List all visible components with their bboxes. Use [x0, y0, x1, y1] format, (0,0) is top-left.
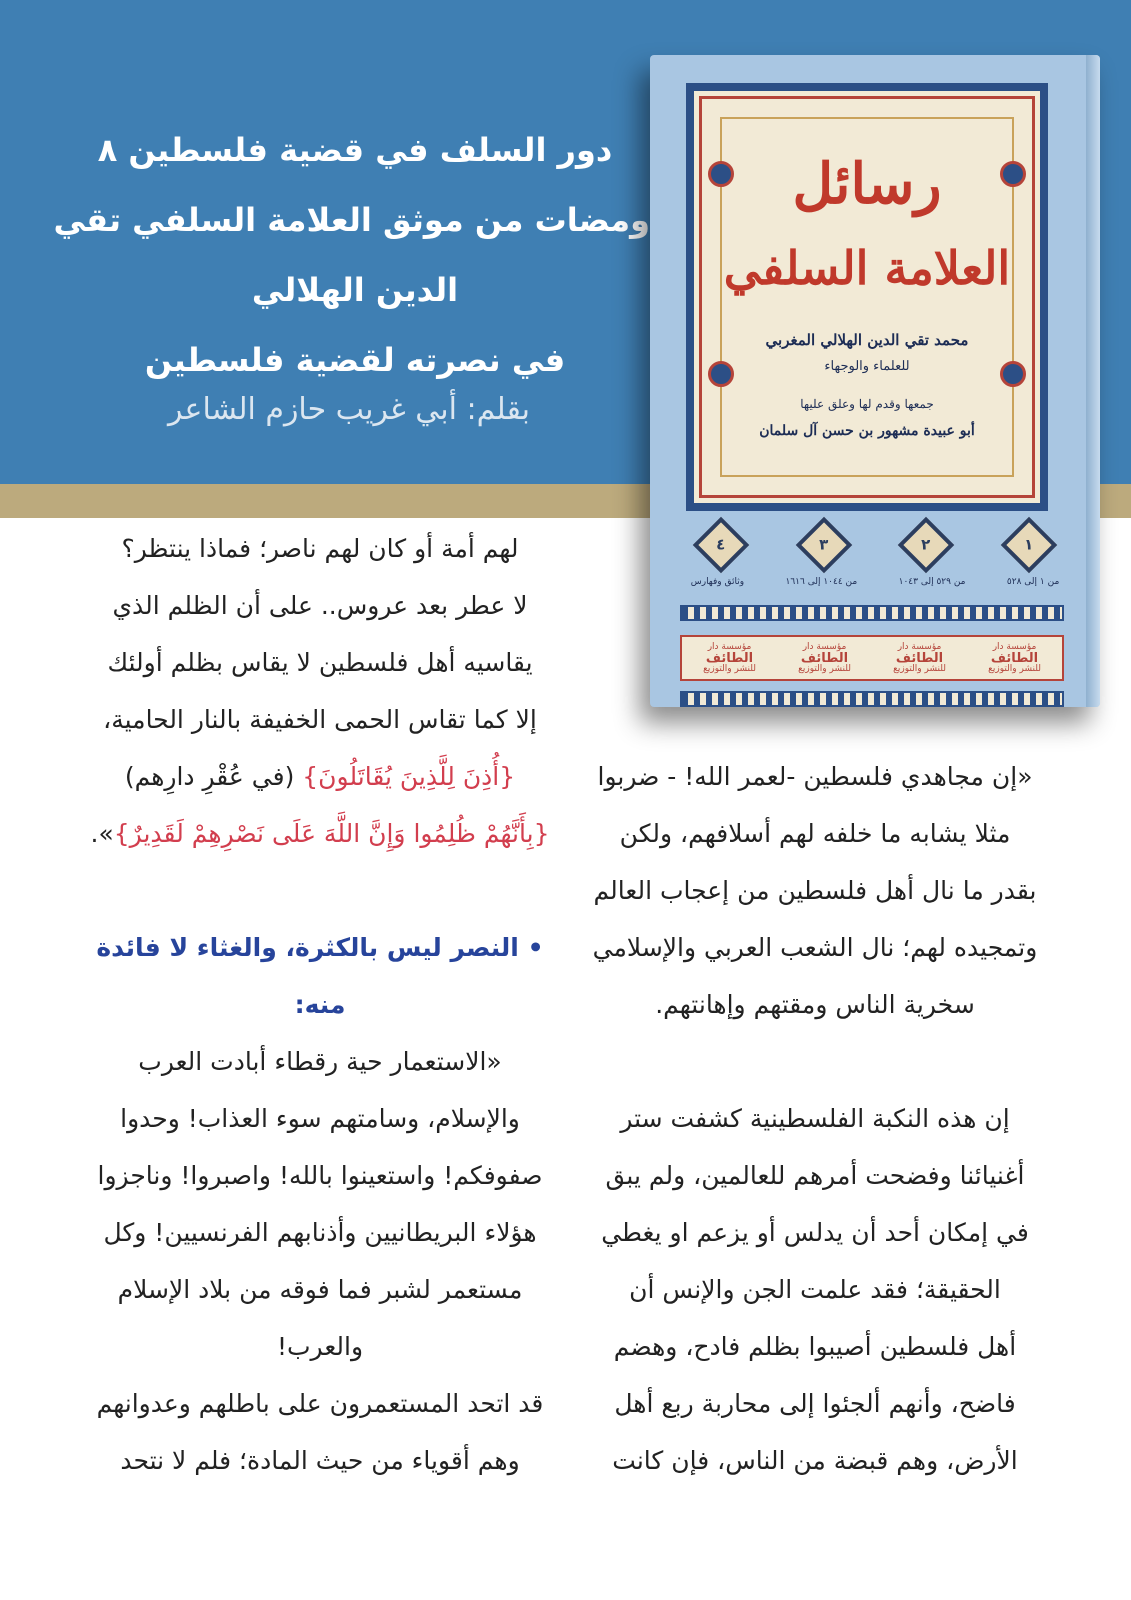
volume-range: من ٥٢٩ إلى ١٠٤٣ — [898, 577, 966, 587]
text-line: والإسلام، وسامتهم سوء العذاب! وحدوا — [120, 1104, 520, 1133]
volume-badges — [670, 525, 1080, 565]
book-spine — [1086, 55, 1100, 707]
volume-badge — [898, 517, 955, 574]
text-line: لهم أمة أو كان لهم ناصر؛ فماذا ينتظر؟ — [121, 534, 519, 563]
title-line: ومضات من موثق العلامة السلفي تقي — [53, 201, 650, 239]
title-line: دور السلف في قضية فلسطين ٨ — [97, 131, 613, 169]
text-line: بقدر ما نال أهل فلسطين من إعجاب العالم — [593, 876, 1037, 905]
title-line: في نصرته لقضية فلسطين — [144, 341, 566, 379]
text-line: قد اتحد المستعمرون على باطلهم وعدوانهم — [96, 1389, 544, 1418]
volume-badge — [693, 517, 750, 574]
text-line: مثلا يشابه ما خلفه لهم أسلافهم، ولكن — [619, 819, 1011, 848]
publisher-logo: مؤسسة دار الطائف للنشر والتوزيع — [703, 641, 756, 674]
author-byline: بقلم: أبي غريب حازم الشاعر — [168, 392, 530, 427]
verse-closing: ». — [90, 819, 114, 848]
volume-ranges — [670, 577, 1080, 587]
volume-range: من ١٠٤٤ إلى ١٦١٦ — [785, 577, 858, 587]
article-title — [53, 115, 650, 395]
volume-number: ٤ — [716, 536, 726, 554]
quran-line — [80, 805, 560, 862]
cover-editor-intro: جمعها وقدم لها وعلق عليها — [800, 397, 934, 411]
text-line: وهم أقوياء من حيث المادة؛ فلم لا نتحد — [120, 1446, 520, 1475]
verse-note: (في عُقْرِ دارِهم) — [124, 762, 303, 791]
volume-number: ٣ — [819, 536, 829, 554]
cover-frame — [686, 83, 1048, 511]
text-line: مستعمر لشبر فما فوقه من بلاد الإسلام — [117, 1275, 523, 1304]
text-line: إن هذه النكبة الفلسطينية كشفت ستر — [620, 1104, 1010, 1133]
text-line: في إمكان أحد أن يدلس أو يزعم او يغطي — [601, 1218, 1029, 1247]
publisher-logo: مؤسسة دار الطائف للنشر والتوزيع — [893, 641, 946, 674]
text-line: إلا كما تقاس الحمى الخفيفة بالنار الحامية، — [103, 705, 537, 734]
volume-number: ١ — [1024, 536, 1034, 554]
publisher-logo: مؤسسة دار الطائف للنشر والتوزيع — [798, 641, 851, 674]
spacer — [575, 1033, 1055, 1090]
volume-range: من ١ إلى ٥٢٨ — [1006, 577, 1060, 587]
cover-audience: للعلماء والوجهاء — [824, 359, 910, 374]
spacer — [80, 862, 560, 919]
quran-line — [80, 748, 560, 805]
title-line: الدين الهلالي — [251, 271, 459, 309]
text-line: فاضح، وأنهم ألجئوا إلى محاربة ربع أهل — [614, 1389, 1016, 1418]
text-line: «الاستعمار حية رقطاء أبادت العرب — [138, 1047, 502, 1076]
right-column — [575, 748, 1055, 1489]
section-heading: منه: — [294, 990, 346, 1019]
text-line: هؤلاء البريطانيين وأذنابهم الفرنسيين! وكل — [103, 1218, 537, 1247]
cover-author: محمد تقي الدين الهلالي المغربي — [765, 331, 969, 349]
publisher-logos — [680, 635, 1064, 681]
text-line: الحقيقة؛ فقد علمت الجن والإنس أن — [629, 1275, 1001, 1304]
ornamental-band — [680, 691, 1064, 707]
quran-verse: {أُذِنَ لِلَّذِينَ يُقَاتَلُونَ} — [302, 762, 516, 791]
quran-verse: {بِأَنَّهُمْ ظُلِمُوا وَإِنَّ اللَّهَ عَلَى نَصْرِهِمْ لَقَدِيرٌ} — [113, 819, 550, 848]
text-line: أغنيائنا وفضحت أمرهم للعالمين، ولم يبق — [605, 1161, 1025, 1190]
text-line: لا عطر بعد عروس.. على أن الظلم الذي — [112, 591, 528, 620]
text-line: «إن مجاهدي فلسطين -لعمر الله! - ضربوا — [597, 762, 1033, 791]
cover-title-bottom: العلامة السلفي — [723, 241, 1011, 295]
ornamental-band — [680, 605, 1064, 621]
text-line: والعرب! — [276, 1332, 364, 1361]
book-cover-image — [650, 55, 1100, 707]
cover-title-top: رسائل — [792, 151, 942, 217]
section-heading: • النصر ليس بالكثرة، والغثاء لا فائدة — [96, 933, 544, 962]
cover-editor: أبو عبيدة مشهور بن حسن آل سلمان — [759, 423, 975, 439]
text-line: أهل فلسطين أصيبوا بظلم فادح، وهضم — [613, 1332, 1017, 1361]
left-column — [80, 520, 560, 1489]
text-line: وتمجيده لهم؛ نال الشعب العربي والإسلامي — [592, 933, 1038, 962]
volume-number: ٢ — [921, 536, 931, 554]
text-line: الأرض، وهم قبضة من الناس، فإن كانت — [612, 1446, 1018, 1475]
publisher-logo: مؤسسة دار الطائف للنشر والتوزيع — [988, 641, 1041, 674]
volume-range: وثائق وفهارس — [690, 577, 745, 587]
volume-badge — [795, 517, 852, 574]
text-line: صفوفكم! واستعينوا بالله! واصبروا! وناجزوا — [97, 1161, 543, 1190]
text-line: يقاسيه أهل فلسطين لا يقاس بظلم أولئك — [107, 648, 533, 677]
volume-badge — [1000, 517, 1057, 574]
text-line: سخرية الناس ومقتهم وإهانتهم. — [655, 990, 975, 1019]
